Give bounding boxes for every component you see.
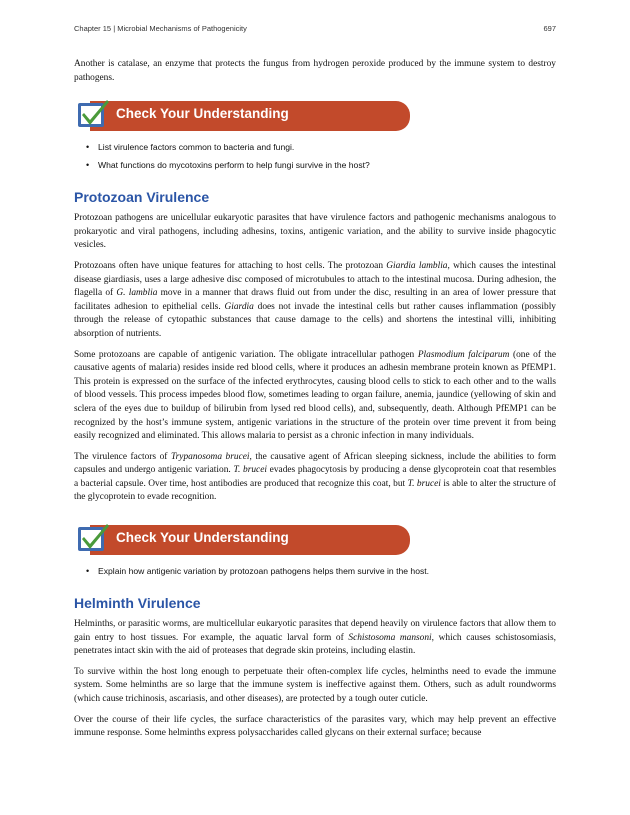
cyu-title: Check Your Understanding [116, 106, 289, 122]
species-name: Schistosoma mansoni [348, 632, 432, 643]
cyu-question: • What functions do mycotoxins perform to help fungi survive in the host? [98, 159, 556, 171]
helminth-paragraph-2: To survive within the host long enough to perpetuate their often-complex life cycles, helminths need to evade the immune system. Some helminths are so large that the immune system is ineffective against them. Others, such as adult roundworms (which cause trichinosis, ascariasis, and other diseases), are protected by a tough outer cuticle. [74, 666, 556, 705]
species-name: T. brucei [233, 465, 267, 476]
intro-paragraph: Another is catalase, an enzyme that protects the fungus from hydrogen peroxide produced by the immune system to destroy pathogens. [74, 59, 556, 83]
species-name: Plasmodium falciparum [417, 349, 510, 360]
checkbox-check-icon [76, 521, 110, 555]
protozoan-paragraph-4: The virulence factors of Trypanosoma brucei, the causative agent of African sleeping sickness, include the abilities to form capsules and undergo antigenic variation. T. brucei evades phagocytosis by producing a dense glycoprotein coat that resembles a bacterial capsule. Over time, host antibodies are produced that recognize this coat, but T. brucei is able to alter the structure of the glycoprotein to evade recognition. [74, 451, 557, 503]
protozoan-paragraph-2: Protozoans often have unique features for attaching to host cells. The protozoan Giardia lamblia, which causes the intestinal disease giardiasis, uses a large adhesive disc composed of microtubules to attach to the intestinal mucosa. During adhesion, the flagella of G. lamblia move in a manner that draws fluid out from under the disc, resulting in an area of lower pressure that facilitates adhesion to epithelial cells. Giardia does not invade the intestinal cells but rather causes inflammation (possibly through the release of cytopathic substances that cause damage to the cells) and shortens the intestinal villi, inhibiting absorption of nutrients. [74, 260, 557, 339]
protozoan-paragraph-1: Protozoan pathogens are unicellular eukaryotic parasites that have virulence factors and pathogenic mechanisms analogous to prokaryotic and viral pathogens, including adhesins, toxins, antigenic variation, and the ability to survive inside phagocytic vesicles. [74, 213, 556, 251]
cyu-question-list [74, 141, 556, 171]
running-head [74, 24, 556, 33]
cyu-question-list [74, 565, 556, 577]
cyu-question: • List virulence factors common to bacteria and fungi. [98, 141, 556, 153]
cyu-title: Check Your Understanding [116, 530, 289, 546]
checkbox-check-icon [76, 97, 110, 131]
page-number: 697 [543, 24, 556, 33]
check-your-understanding-box [76, 97, 412, 131]
species-name: Giardia [224, 301, 254, 312]
species-name: T. brucei [407, 478, 441, 489]
cyu-question: • Explain how antigenic variation by protozoan pathogens helps them survive in the host. [98, 565, 556, 577]
protozoan-paragraph-3: Some protozoans are capable of antigenic variation. The obligate intracellular pathogen Plasmodium falciparum (one of the causative agents of malaria) resides inside red blood cells, where it produces an adhesin membrane protein known as PfEMP1. This protein is expressed on the surface of the infected erythrocytes, causing blood cells to stick to each other and to the walls of blood vessels. This process impedes blood flow, sometimes leading to organ failure, anemia, jaundice (yellowing of skin and sclera of the eyes due to buildup of bilirubin from lysed red blood cells), and, subsequently, death. Although PfEMP1 can be recognized by the host’s immune system, antigenic variations in the structure of the protein over time prevent it from being easily recognized and eliminated. This allows malaria to persist as a chronic infection in many individuals. [74, 349, 557, 442]
species-name: Giardia lamblia [386, 260, 448, 271]
species-name: G. lamblia [116, 288, 158, 299]
helminth-paragraph-3: Over the course of their life cycles, the surface characteristics of the parasites vary, which may help prevent an effective immune response. Some helminths express polysaccharides called glycans on their external surface; because [74, 714, 556, 739]
species-name: Trypanosoma brucei [170, 451, 250, 462]
main-content [74, 58, 556, 748]
section-heading-helminth: Helminth Virulence [74, 595, 201, 612]
chapter-title: Chapter 15 | Microbial Mechanisms of Pathogenicity [74, 24, 247, 33]
helminth-paragraph-1: Helminths, or parasitic worms, are multicellular eukaryotic parasites that depend heavily on virulence factors that allow them to gain entry to host tissues. For example, the aquatic larval form of Schistosoma mansoni, which causes schistosomiasis, penetrates intact skin with the aid of proteases that degrade skin proteins, including elastin. [74, 619, 556, 657]
check-your-understanding-box [76, 521, 412, 555]
section-heading-protozoan: Protozoan Virulence [74, 189, 210, 206]
